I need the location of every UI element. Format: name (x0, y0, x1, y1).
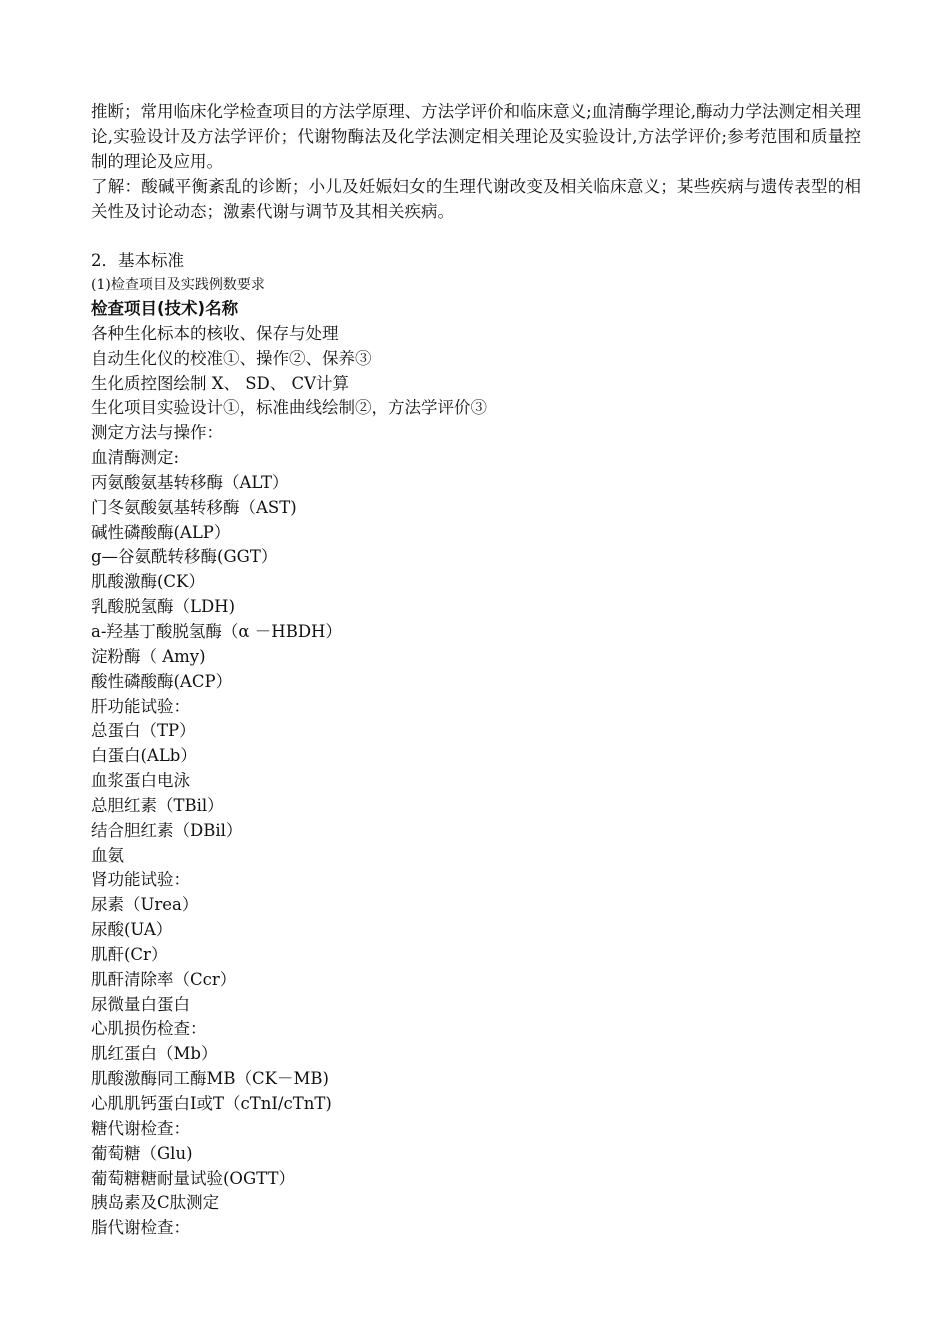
intro-paragraph: 推断；常用临床化学检查项目的方法学原理、方法学评价和临床意义;血清酶学理论,酶动力学法测定相关理论,实验设计及方法学评价；代谢物酶法及化学法测定相关理论及实验设计,方法学评价;参考范围和质量控制的理论及应用。 (91, 102, 861, 171)
list-item: 糖代谢检查： (91, 1118, 190, 1138)
list-item: 淀粉酶（ Amy) (91, 646, 206, 666)
list-item: 尿素（Urea） (91, 895, 199, 915)
list-item: 血清酶测定: (91, 448, 180, 468)
list-item: 白蛋白(ALb） (91, 746, 197, 766)
list-item: 生化质控图绘制 X、 SD、 CV计算 (91, 373, 350, 393)
section-title: 2．基本标准 (91, 251, 184, 270)
list-item: 总胆红素（TBil） (91, 795, 224, 815)
list-item: 尿酸(UA） (91, 920, 173, 940)
list-item: 自动生化仪的校准①、操作②、保养③ (91, 348, 372, 368)
list-item: 葡萄糖糖耐量试验(OGTT） (91, 1168, 295, 1188)
list-item: 酸性磷酸酶(ACP） (91, 671, 233, 691)
list-item: 心肌肌钙蛋白Ⅰ或Т（cTnI/cTnT) (91, 1094, 332, 1113)
list-item: 测定方法与操作： (91, 423, 223, 443)
list-header: 检查项目(技术)名称 (91, 299, 239, 318)
list-item: 肌红蛋白（Mb） (91, 1044, 218, 1064)
list-item: 胰岛素及C肽测定 (91, 1193, 220, 1213)
list-item: 门冬氨酸氨基转移酶（AST) (91, 497, 297, 517)
list-item: 乳酸脱氢酶（LDH) (91, 597, 236, 617)
list-item: 总蛋白（TP） (91, 721, 196, 741)
list-item: 生化项目实验设计①，标准曲线绘制②，方法学评价③ (91, 398, 487, 418)
list-item: g—谷氨酰转移酶(GGT） (91, 547, 278, 567)
list-item: 各种生化标本的核收、保存与处理 (91, 323, 339, 343)
list-item: 肝功能试验： (91, 696, 190, 716)
list-item: 肌酸激酶同工酶MB（CK－MB) (91, 1069, 329, 1089)
list-item: 肌酐清除率（Ccr） (91, 969, 237, 989)
list-item: 血氨 (91, 845, 124, 865)
list-item: a-羟基丁酸脱氢酶（α －HBDH） (91, 621, 342, 641)
exam-item-list (91, 297, 487, 1241)
list-item: 肌酐(Cr） (91, 944, 168, 964)
list-item: 血浆蛋白电泳 (91, 771, 190, 791)
list-item: 尿微量白蛋白 (91, 994, 190, 1014)
section-subtitle: (1)检查项目及实践例数要求 (91, 277, 265, 293)
list-item: 结合胆红素（DBil） (91, 820, 243, 840)
understand-paragraph: 了解：酸碱平衡紊乱的诊断；小儿及妊娠妇女的生理代谢改变及相关临床意义；某些疾病与遗传表型的相关性及讨论动态；激素代谢与调节及其相关疾病。 (91, 177, 861, 221)
list-item: 脂代谢检查： (91, 1218, 190, 1238)
list-item: 碱性磷酸酶(ALP） (91, 522, 231, 542)
list-item: 葡萄糖（Glu) (91, 1143, 193, 1163)
list-item: 肌酸激酶(CK） (91, 572, 205, 592)
list-item: 丙氨酸氨基转移酶（ALT） (91, 472, 289, 492)
list-item: 心肌损伤检查： (91, 1019, 207, 1039)
list-item: 肾功能试验： (91, 870, 190, 890)
